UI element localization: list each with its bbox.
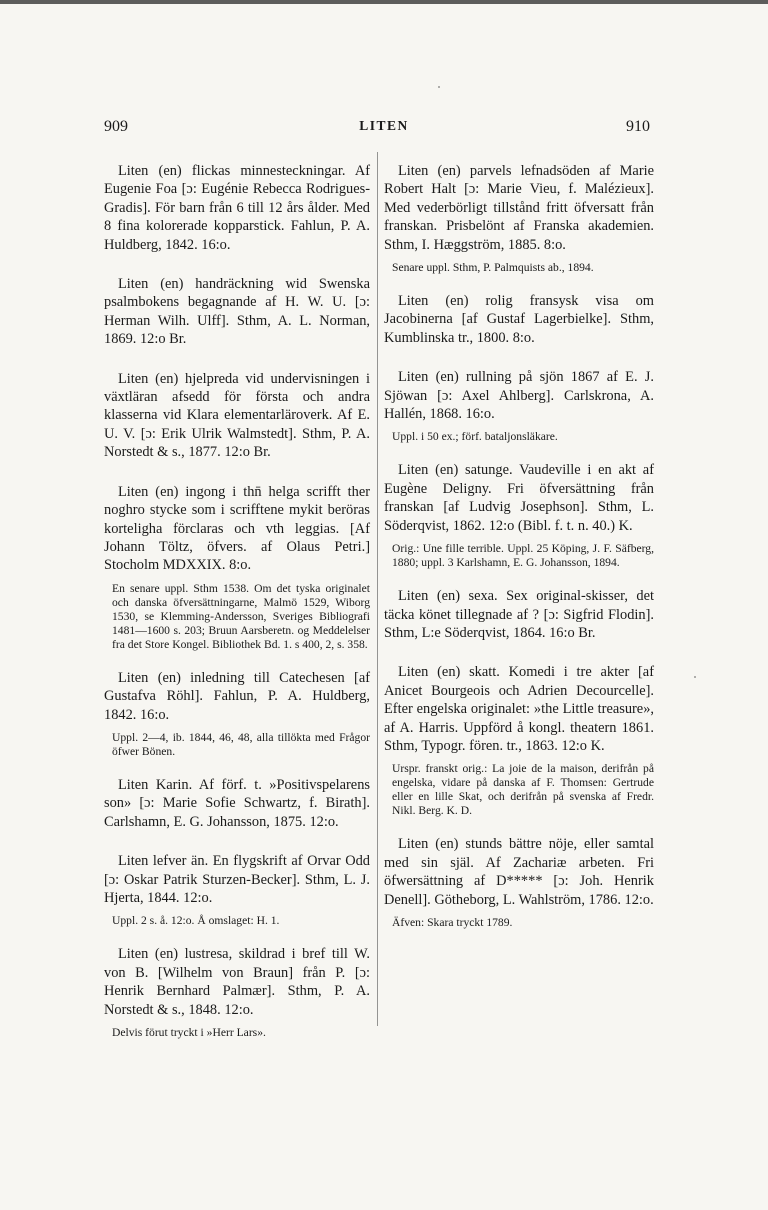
entry: Liten (en) rolig fransysk visa om Jacobinerna [af Gustaf Lagerbielke]. Sthm, Kumblinska tr., 1800. 8:o. [384, 293, 654, 346]
entry: Liten (en) rullning på sjön 1867 af E. J. Sjöwan [ɔ: Axel Ahlberg]. Carlskrona, A. Hallén, 1868. 16:o. [384, 369, 654, 423]
page-header [0, 118, 768, 140]
scan-speck [438, 86, 440, 88]
entry: Liten (en) lustresa, skildrad i bref till W. von B. [Wilhelm von Braun] från P. [ɔ: Henrik Bernhard Palmær]. Sthm, P. A. Norstedt & s., 1848. 12:o. [104, 946, 370, 1018]
entry: Liten (en) flickas minnesteckningar. Af Eugenie Foa [ɔ: Eugénie Rebecca Rodrigues-Gradis]. För barn från 6 till 12 års ålder. Med 8 fina kolorerade kopparstick. Fahlun, P. A. Huldberg, 1842. 16:o. [104, 163, 370, 253]
right-column [384, 162, 654, 947]
entry: Liten (en) sexa. Sex original-skisser, det täcka könet tillegnade af ? [ɔ: Sigfrid Flodin]. Sthm, L:e Söderqvist, 1864. 16:o Br. [384, 588, 654, 641]
running-head: LITEN [359, 118, 409, 133]
entry: Liten (en) stunds bättre nöje, eller samtal med sin själ. Af Zachariæ arbeten. Fri öfwersättning af D***** [ɔ: Joh. Henrik Denell]. Götheborg, L. Wahlström, 1786. 12:o. [384, 836, 654, 908]
entry-note: Urspr. franskt orig.: La joie de la maison, derifrån på engelska, vidare på danska af F. Thomsen: Gertrude eller en lille Skat, och derifrån på svenska af Fredr. Nikl. Berg. K. D. [392, 762, 654, 818]
entry: Liten lefver än. En flygskrift af Orvar Odd [ɔ: Oskar Patrik Sturzen-Becker]. Sthm, L. J. Hjerta, 1844. 12:o. [104, 853, 370, 906]
entry-note: Äfven: Skara tryckt 1789. [392, 915, 513, 929]
top-edge-line [0, 0, 768, 4]
entry: Liten (en) satunge. Vaudeville i en akt af Eugène Deligny. Fri öfversättning från franskan [af Ludvig Josephson]. Sthm, L. Söderqvist, 1862. 12:o (Bibl. f. t. n. 40.) K. [384, 462, 654, 534]
entry: Liten (en) inledning till Catechesen [af Gustafva Röhl]. Fahlun, P. A. Huldberg, 1842. 16:o. [104, 669, 370, 723]
entry: Liten (en) hjelpreda vid undervisningen i växtläran afsedd för första och andra klasserna vid Klara elementarläroverk. Af E. U. V. [ɔ: Erik Ulrik Walmstedt]. Sthm, P. A. Norstedt & s., 1877. 12:o Br. [104, 370, 370, 461]
entry: Liten (en) ingong i thn̄ helga scrifft ther noghro stycke som i scrifftene mykit beröras korteligha förclaras och vth leggias. [Af Johann Töltz, öfvers. af Olaus Petri.] Stocholm MDXXIX. 8:o. [104, 483, 370, 574]
page-number-left: 909 [104, 118, 128, 135]
entry-note: Uppl. 2 s. å. 12:o. Å omslaget: H. 1. [112, 914, 280, 928]
column-divider [377, 152, 378, 1026]
entry-note: Senare uppl. Sthm, P. Palmquists ab., 1894. [392, 261, 594, 275]
entry: Liten Karin. Af förf. t. »Positivspelarens son» [ɔ: Marie Sofie Schwartz, f. Birath]. Carlshamn, E. G. Johansson, 1875. 12:o. [104, 776, 370, 830]
entry-note: Uppl. i 50 ex.; förf. bataljonsläkare. [392, 430, 558, 444]
page-number-right: 910 [626, 118, 650, 135]
entry: Liten (en) parvels lefnadsöden af Marie Robert Halt [ɔ: Marie Vieu, f. Malézieux]. Med vederbörligt tillstånd fritt öfversatt från franskan. Prisbelönt af Franska akademien. Sthm, I. Hæggström, 1885. 8:o. [384, 163, 654, 253]
entry-note: Uppl. 2—4, ib. 1844, 46, 48, alla tillökta med Frågor öfwer Bönen. [112, 730, 370, 758]
entry-note: Orig.: Une fille terrible. Uppl. 25 Köping, J. F. Säfberg, 1880; uppl. 3 Karlshamn, E. G. Johansson, 1894. [392, 542, 654, 570]
entry: Liten (en) handräckning wid Swenska psalmbokens begagnande af H. W. U. [ɔ: Herman Wilh. Ulff]. Sthm, A. L. Norman, 1869. 12:o Br. [104, 276, 370, 348]
left-column [104, 162, 370, 1057]
entry: Liten (en) skatt. Komedi i tre akter [af Anicet Bourgeois och Adrien Decourcelle]. Efter engelska originalet: »the Little treasure», af A. Harris. Uppförd å kongl. theatern 1861. Sthm, Typogr. fören. tr., 1863. 12:o K. [384, 664, 654, 754]
scan-speck [694, 676, 696, 678]
entry-note: Delvis förut tryckt i »Herr Lars». [112, 1026, 266, 1039]
entry-note: En senare uppl. Sthm 1538. Om det tyska originalet och danska öfversättningarne, Malmö 1529, Wiborg 1530, se Klemming-Andersson, Sveriges Bibliografi 1481—1600 s. 203; Bruun Aarsberetn. og Meddelelser fra det Store Kongel. Bibliothek Bd. 1. s 400, 2, s. 358. [112, 581, 370, 651]
